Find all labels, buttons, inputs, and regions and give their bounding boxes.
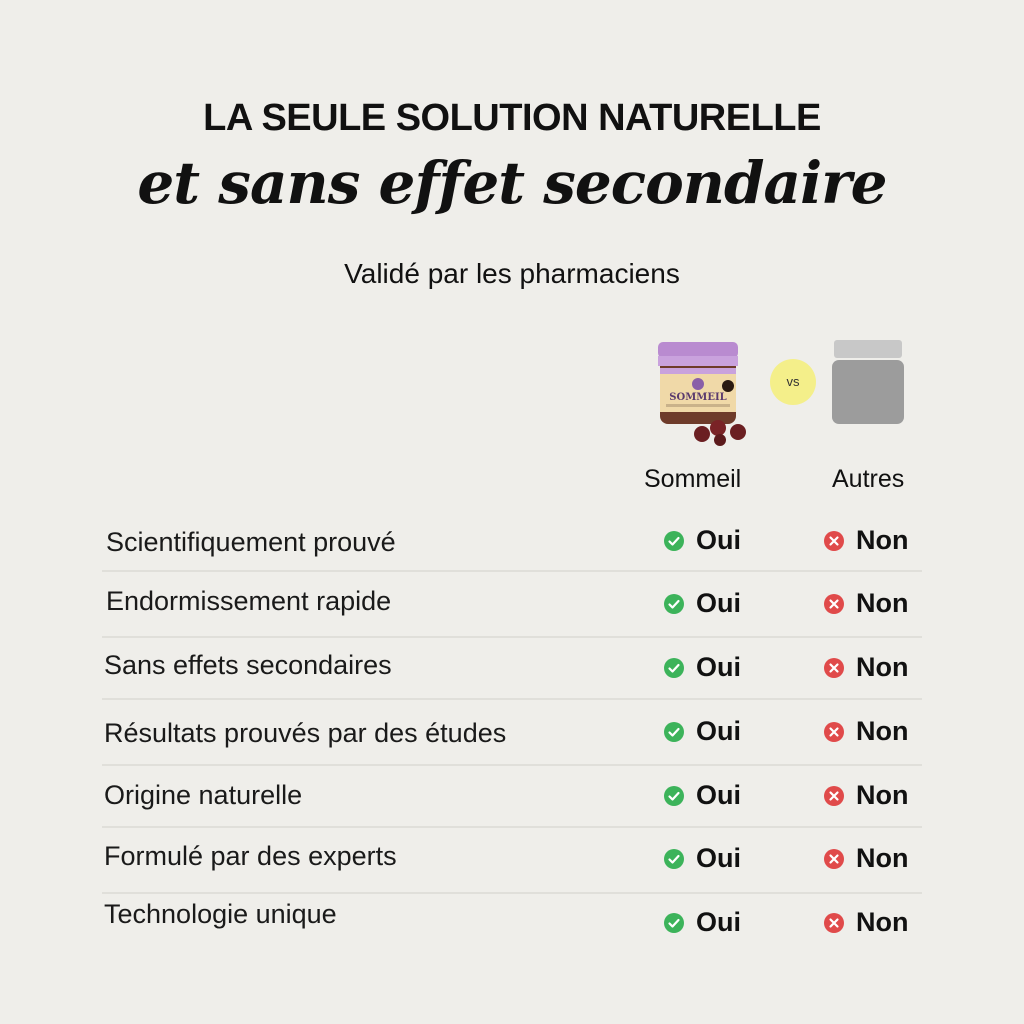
feature-label: Scientifiquement prouvé: [106, 527, 396, 557]
row-divider: [102, 636, 922, 638]
autres-value: [824, 525, 908, 556]
autres-value: [824, 652, 908, 683]
autres-value-text: Non: [856, 907, 909, 937]
autres-value-text: Non: [856, 525, 909, 555]
feature-label: Résultats prouvés par des études: [104, 718, 507, 748]
sommeil-value-text: Oui: [696, 716, 741, 746]
row-divider: [102, 570, 922, 572]
sommeil-value: [664, 588, 741, 619]
check-circle-icon: [664, 658, 684, 678]
product-jar-image: [650, 338, 762, 446]
sommeil-value: [664, 843, 741, 874]
feature-label: Endormissement rapide: [106, 586, 392, 616]
sommeil-value: [664, 716, 741, 747]
generic-jar-image: [832, 340, 904, 426]
sommeil-value-text: Oui: [696, 652, 741, 682]
x-circle-icon: [824, 849, 844, 869]
x-circle-icon: [824, 722, 844, 742]
feature-label: Origine naturelle: [104, 780, 303, 810]
autres-value-text: Non: [856, 588, 909, 618]
sommeil-value: [664, 652, 741, 683]
autres-value: [824, 907, 908, 938]
x-circle-icon: [824, 531, 844, 551]
x-circle-icon: [824, 658, 844, 678]
sommeil-value-text: Oui: [696, 780, 741, 810]
check-circle-icon: [664, 531, 684, 551]
check-circle-icon: [664, 722, 684, 742]
check-circle-icon: [664, 849, 684, 869]
feature-label: Technologie unique: [104, 899, 337, 929]
autres-value: [824, 716, 908, 747]
autres-value: [824, 843, 908, 874]
feature-label: Formulé par des experts: [104, 841, 397, 871]
feature-label: Sans effets secondaires: [104, 650, 392, 680]
autres-value-text: Non: [856, 843, 909, 873]
autres-value-text: Non: [856, 780, 909, 810]
sommeil-value: [664, 525, 741, 556]
row-divider: [102, 698, 922, 700]
product-jar-label: SOMMEIL: [669, 392, 727, 403]
subtitle: Validé par les pharmaciens: [344, 258, 680, 289]
column-header-sommeil: Sommeil: [644, 465, 742, 493]
sommeil-value: [664, 907, 741, 938]
x-circle-icon: [824, 913, 844, 933]
sommeil-value-text: Oui: [696, 843, 741, 873]
autres-value: [824, 780, 908, 811]
check-circle-icon: [664, 913, 684, 933]
table-row: [102, 714, 922, 754]
table-row: [102, 841, 922, 881]
check-circle-icon: [664, 786, 684, 806]
check-circle-icon: [664, 594, 684, 614]
sommeil-value-text: Oui: [696, 907, 741, 937]
autres-value: [824, 588, 908, 619]
headline-line-2: et sans effet secondaire: [137, 149, 887, 217]
row-divider: [102, 764, 922, 766]
sommeil-value: [664, 780, 741, 811]
autres-value-text: Non: [856, 652, 909, 682]
vs-badge: vs: [770, 359, 816, 405]
sommeil-value-text: Oui: [696, 525, 741, 555]
table-row: [102, 778, 922, 818]
autres-value-text: Non: [856, 716, 909, 746]
row-divider: [102, 826, 922, 828]
x-circle-icon: [824, 594, 844, 614]
x-circle-icon: [824, 786, 844, 806]
table-row: [102, 899, 922, 945]
headline-line-1: LA SEULE SOLUTION NATURELLE: [203, 97, 821, 139]
sommeil-value-text: Oui: [696, 588, 741, 618]
table-row: [102, 523, 922, 563]
row-divider: [102, 892, 922, 894]
column-header-autres: Autres: [832, 465, 905, 493]
table-row: [102, 586, 922, 626]
table-row: [102, 650, 922, 690]
